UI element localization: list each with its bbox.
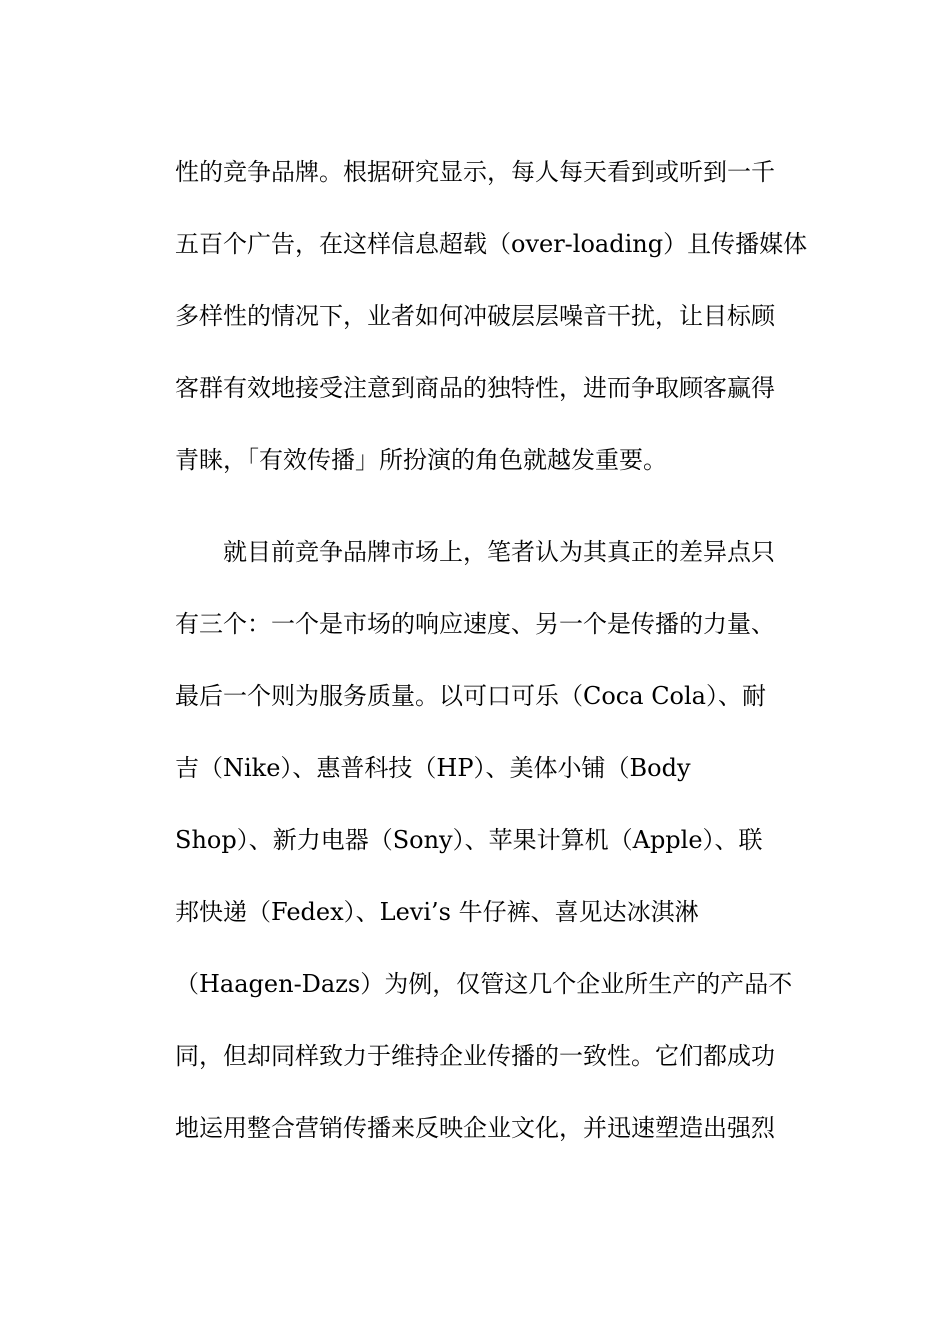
text-line: 多样性的情况下，业者如何冲破层层噪音干扰，让目标顾	[175, 302, 775, 330]
text-line: 邦快递（Fedex）、Levi’s 牛仔裤、喜见达冰淇淋	[175, 898, 699, 926]
text-line: Shop）、新力电器（Sony）、苹果计算机（Apple）、联	[175, 826, 763, 854]
text-line: 吉（Nike）、惠普科技（HP）、美体小铺（Body	[175, 754, 691, 782]
text-line: 五百个广告，在这样信息超载（over-loading）且传播媒体	[175, 230, 808, 258]
text-line: 客群有效地接受注意到商品的独特性，进而争取顾客赢得	[175, 374, 775, 402]
text-line: 地运用整合营销传播来反映企业文化，并迅速塑造出强烈	[175, 1114, 775, 1142]
text-line: 有三个：一个是市场的响应速度、另一个是传播的力量、	[175, 610, 775, 638]
paragraph-1	[175, 136, 825, 496]
text-line: 就目前竞争品牌市场上，笔者认为其真正的差异点只	[175, 538, 775, 566]
text-line: 性的竞争品牌。根据研究显示，每人每天看到或听到一千	[175, 158, 775, 186]
text-line: 最后一个则为服务质量。以可口可乐（Coca Cola）、耐	[175, 682, 766, 710]
text-line: 同，但却同样致力于维持企业传播的一致性。它们都成功	[175, 1042, 775, 1070]
paragraph-2	[175, 516, 825, 1164]
text-line: （Haagen-Dazs）为例，仅管这几个企业所生产的产品不	[175, 970, 793, 998]
text-line: 青睐，「有效传播」所扮演的角色就越发重要。	[175, 446, 667, 474]
